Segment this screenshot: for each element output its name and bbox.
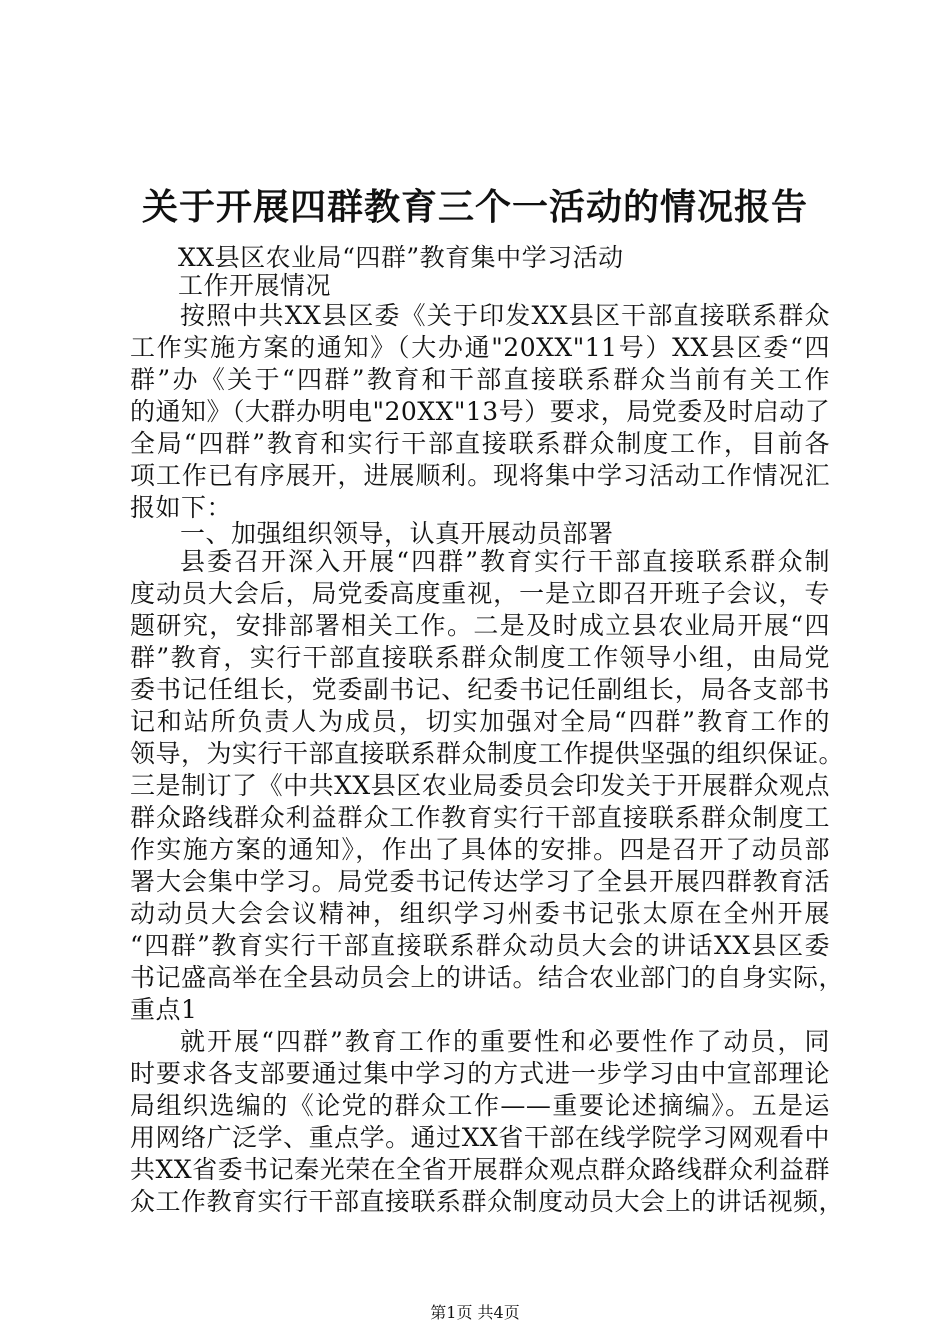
subtitle-line-2: 工作开展情况	[178, 271, 332, 300]
paragraph-line: 众工作教育实行干部直接联系群众制度动员大会上的讲话视频，	[130, 1187, 845, 1216]
paragraph-line: 局组织选编的《论党的群众工作——重要论述摘编》。五是运	[130, 1091, 830, 1120]
paragraph-line: 报如下：	[130, 493, 233, 522]
section-heading: 一、加强组织领导，认真开展动员部署	[180, 519, 614, 548]
subtitle-line-1: XX县区农业局“四群”教育集中学习活动	[178, 243, 624, 272]
paragraph-line: 题研究，安排部署相关工作。二是及时成立县农业局开展“四	[130, 611, 830, 640]
paragraph-line: 署大会集中学习。局党委书记传达学习了全县开展四群教育活	[130, 867, 830, 896]
page-footer: 第1页 共4页	[430, 1303, 520, 1322]
paragraph-line: 作实施方案的通知》，作出了具体的安排。四是召开了动员部	[130, 835, 830, 864]
paragraph-line: 县委召开深入开展“四群”教育实行干部直接联系群众制	[180, 547, 830, 576]
paragraph-line: 按照中共XX县区委《关于印发XX县区干部直接联系群众	[180, 301, 830, 330]
paragraph-line: 度动员大会后，局党委高度重视，一是立即召开班子会议，专	[130, 579, 830, 608]
paragraph-line: 记和站所负责人为成员，切实加强对全局“四群”教育工作的	[130, 707, 830, 736]
paragraph-line: 三是制订了《中共XX县区农业局委员会印发关于开展群众观点	[130, 771, 830, 800]
paragraph-line: 的通知》（大群办明电"20XX"13号）要求，局党委及时启动了	[130, 397, 831, 426]
paragraph-line: 领导，为实行干部直接联系群众制度工作提供坚强的组织保证。	[130, 739, 845, 768]
paragraph-line: 时要求各支部要通过集中学习的方式进一步学习由中宣部理论	[130, 1059, 830, 1088]
paragraph-line: 动动员大会会议精神，组织学习州委书记张太原在全州开展	[130, 899, 830, 928]
paragraph-line: 就开展“四群”教育工作的重要性和必要性作了动员，同	[180, 1027, 830, 1056]
paragraph-line: 群众路线群众利益群众工作教育实行干部直接联系群众制度工	[130, 803, 830, 832]
paragraph-line: 工作实施方案的通知》（大办通"20XX"11号）XX县区委“四	[130, 333, 830, 362]
paragraph-line: 书记盛高举在全县动员会上的讲话。结合农业部门的自身实际，	[130, 963, 845, 992]
paragraph-line: 委书记任组长，党委副书记、纪委书记任副组长，局各支部书	[130, 675, 830, 704]
paragraph-line: 共XX省委书记秦光荣在全省开展群众观点群众路线群众利益群	[130, 1155, 830, 1184]
paragraph-line: 群”教育，实行干部直接联系群众制度工作领导小组，由局党	[130, 643, 830, 672]
paragraph-line: 用网络广泛学、重点学。通过XX省干部在线学院学习网观看中	[130, 1123, 830, 1152]
paragraph-line: 全局“四群”教育和实行干部直接联系群众制度工作，目前各	[130, 429, 830, 458]
paragraph-line: 项工作已有序展开，进展顺利。现将集中学习活动工作情况汇	[130, 461, 830, 490]
paragraph-line: 群”办《关于“四群”教育和干部直接联系群众当前有关工作	[130, 365, 830, 394]
paragraph-line: “四群”教育实行干部直接联系群众动员大会的讲话XX县区委	[130, 931, 830, 960]
document-title: 关于开展四群教育三个一活动的情况报告	[141, 187, 808, 228]
paragraph-line: 重点1	[130, 995, 198, 1024]
